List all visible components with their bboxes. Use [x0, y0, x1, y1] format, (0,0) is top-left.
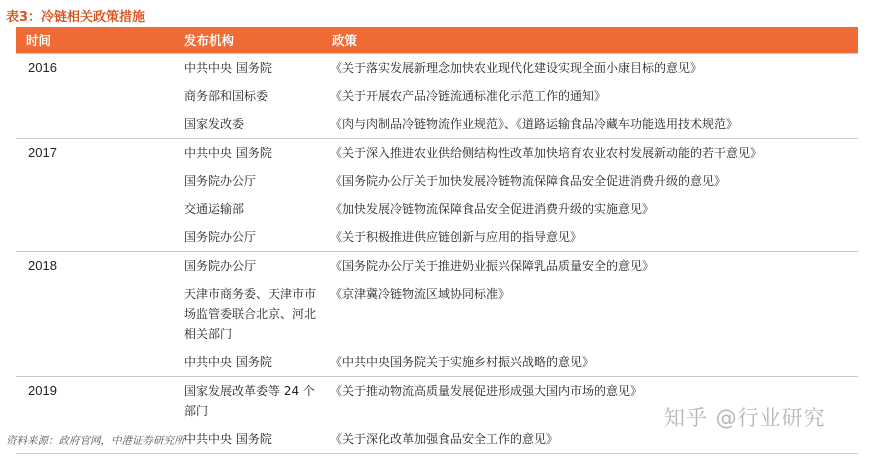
org-cell: 国家发改委	[184, 117, 245, 131]
watermark: 知乎 @行业研究	[664, 406, 826, 430]
org-cell: 交通运输部	[184, 202, 245, 216]
table-row	[16, 252, 858, 281]
table-header-row	[16, 27, 858, 54]
table-row	[16, 223, 858, 252]
policy-cell: 《京津冀冷链物流区域协同标准》	[330, 287, 511, 301]
policy-cell: 《关于开展农产品冷链流通标准化示范工作的通知》	[330, 89, 607, 103]
org-cell: 国务院办公厅	[98, 252, 324, 281]
year-cell	[16, 110, 98, 139]
org-cell: 国务院办公厅	[184, 174, 257, 188]
header-policy: 政策	[324, 27, 858, 54]
source-note: 资料来源：政府官网，中港证券研究所	[6, 435, 185, 447]
table-row	[16, 195, 858, 223]
policy-table	[16, 27, 858, 454]
table-row	[16, 110, 858, 139]
org-cell: 国务院办公厅	[184, 230, 257, 244]
table-caption: 表3：冷链相关政策措施	[6, 10, 146, 25]
year-cell	[16, 223, 98, 252]
year-cell: 2017	[16, 139, 98, 168]
table-row	[16, 82, 858, 110]
year-cell: 2018	[16, 252, 98, 281]
year-cell	[16, 348, 98, 377]
table-row	[16, 348, 858, 377]
policy-cell: 《国务院办公厅关于加快发展冷链物流保障食品安全促进消费升级的意见》	[330, 174, 727, 188]
org-cell: 中共中央 国务院	[98, 425, 324, 454]
policy-cell: 《关于落实发展新理念加快农业现代化建设实现全面小康目标的意见》	[324, 54, 858, 83]
policy-cell: 《关于深化改革加强食品安全工作的意见》	[324, 425, 858, 454]
policy-cell: 《关于推动物流高质量发展促进形成强大国内市场的意见》	[324, 377, 858, 426]
year-cell: 2019	[16, 377, 98, 426]
table-row	[16, 54, 858, 83]
table-row	[16, 167, 858, 195]
year-cell	[16, 280, 98, 348]
policy-cell: 《关于深入推进农业供给侧结构性改革加快培育农业农村发展新动能的若干意见》	[324, 139, 858, 168]
policy-cell: 《中共中央国务院关于实施乡村振兴战略的意见》	[330, 355, 595, 369]
header-org: 发布机构	[98, 27, 324, 54]
year-cell	[16, 167, 98, 195]
year-cell: 2016	[16, 54, 98, 83]
org-cell: 中共中央 国务院	[98, 54, 324, 83]
header-time: 时间	[16, 27, 98, 54]
org-cell: 中共中央 国务院	[98, 139, 324, 168]
org-cell: 商务部和国标委	[184, 89, 269, 103]
org-cell: 国家发展改革委等 24 个部门	[98, 377, 324, 426]
policy-cell: 《国务院办公厅关于推进奶业振兴保障乳品质量安全的意见》	[324, 252, 858, 281]
year-cell	[16, 82, 98, 110]
org-cell: 中共中央 国务院	[184, 355, 272, 369]
policy-cell: 《肉与肉制品冷链物流作业规范》、《道路运输食品冷藏车功能选用技术规范》	[330, 117, 739, 131]
table-row	[16, 280, 858, 348]
org-cell: 天津市商务委、天津市市场监管委联合北京、河北相关部门	[184, 287, 317, 341]
table-row	[16, 139, 858, 168]
policy-cell: 《关于积极推进供应链创新与应用的指导意见》	[330, 230, 583, 244]
policy-cell: 《加快发展冷链物流保障食品安全促进消费升级的实施意见》	[330, 202, 655, 216]
year-cell	[16, 195, 98, 223]
